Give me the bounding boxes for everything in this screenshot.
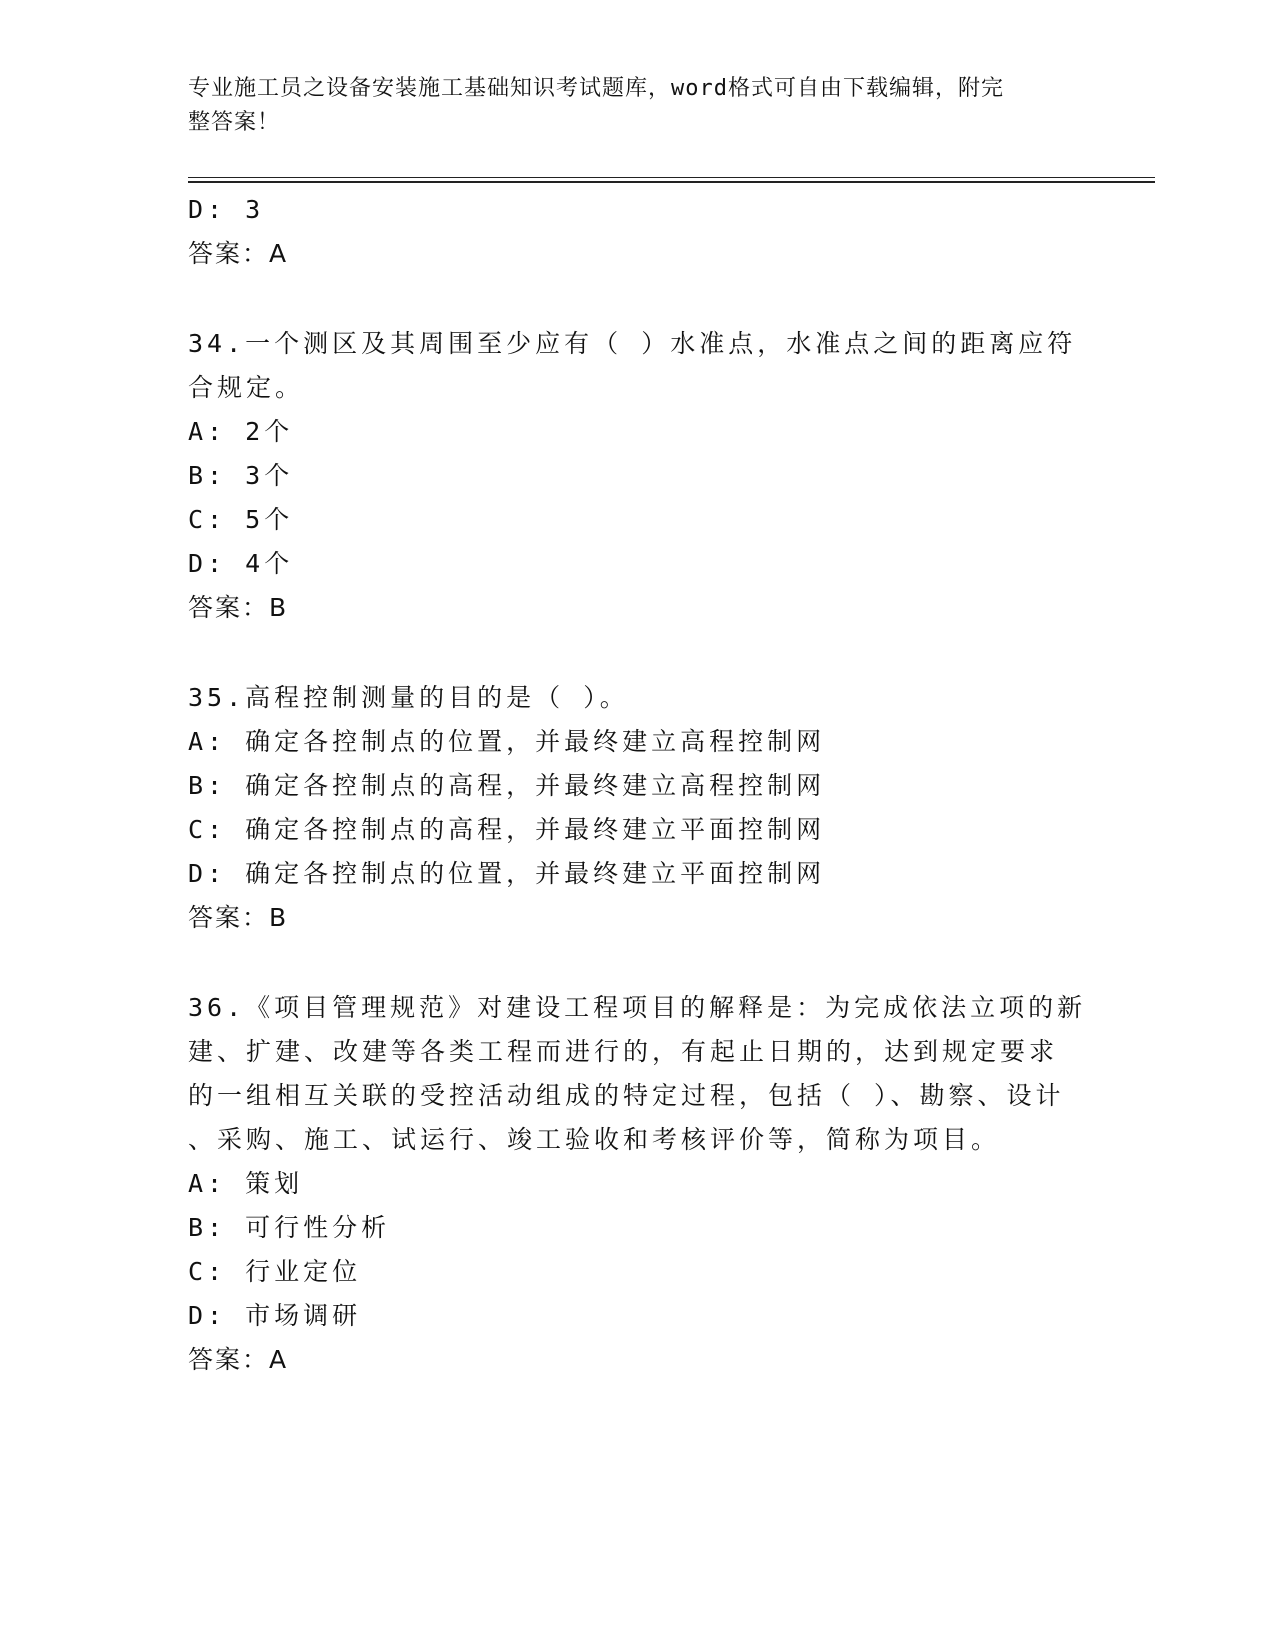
header-rule-thin <box>188 177 1155 178</box>
q34-option-d: D: 4个 <box>188 549 294 578</box>
q36-option-d: D: 市场调研 <box>188 1301 362 1330</box>
q35-option-a: A: 确定各控制点的位置，并最终建立高程控制网 <box>188 727 826 756</box>
q36-stem-line-1: 36.《项目管理规范》对建设工程项目的解释是：为完成依法立项的新 <box>188 993 1087 1022</box>
q33-option-d: D: 3 <box>188 195 265 224</box>
q36-stem-line-3: 的一组相互关联的受控活动组成的特定过程，包括（ ）、勘察、设计 <box>188 1081 1065 1110</box>
q35-option-d: D: 确定各控制点的位置，并最终建立平面控制网 <box>188 859 826 888</box>
document-header <box>188 72 1068 140</box>
q35-stem: 35.高程控制测量的目的是（ ）。 <box>188 683 629 712</box>
q35-option-c: C: 确定各控制点的高程，并最终建立平面控制网 <box>188 815 826 844</box>
q34-stem-line-2: 合规定。 <box>188 373 305 402</box>
q35-answer: 答案：B <box>188 903 289 932</box>
q36-stem-line-4: 、采购、施工、试运行、竣工验收和考核评价等，简称为项目。 <box>188 1125 1001 1154</box>
header-line-2: 整答案！ <box>188 110 281 135</box>
q34-option-a: A: 2个 <box>188 417 294 446</box>
q36-option-a: A: 策划 <box>188 1169 304 1198</box>
q36-stem-line-2: 建、扩建、改建等各类工程而进行的，有起止日期的，达到规定要求 <box>188 1037 1059 1066</box>
q33-answer: 答案：A <box>188 239 289 268</box>
q36-option-c: C: 行业定位 <box>188 1257 362 1286</box>
q34-option-c: C: 5个 <box>188 505 294 534</box>
q35-option-b: B: 确定各控制点的高程，并最终建立高程控制网 <box>188 771 826 800</box>
q34-answer: 答案：B <box>188 593 289 622</box>
header-line-1: 专业施工员之设备安装施工基础知识考试题库，word格式可自由下载编辑，附完 <box>188 76 1004 101</box>
q34-stem-line-1: 34.一个测区及其周围至少应有（ ）水准点，水准点之间的距离应符 <box>188 329 1077 358</box>
q34-option-b: B: 3个 <box>188 461 294 490</box>
q36-option-b: B: 可行性分析 <box>188 1213 391 1242</box>
q36-answer: 答案：A <box>188 1345 289 1374</box>
header-rule-thick <box>188 181 1155 183</box>
